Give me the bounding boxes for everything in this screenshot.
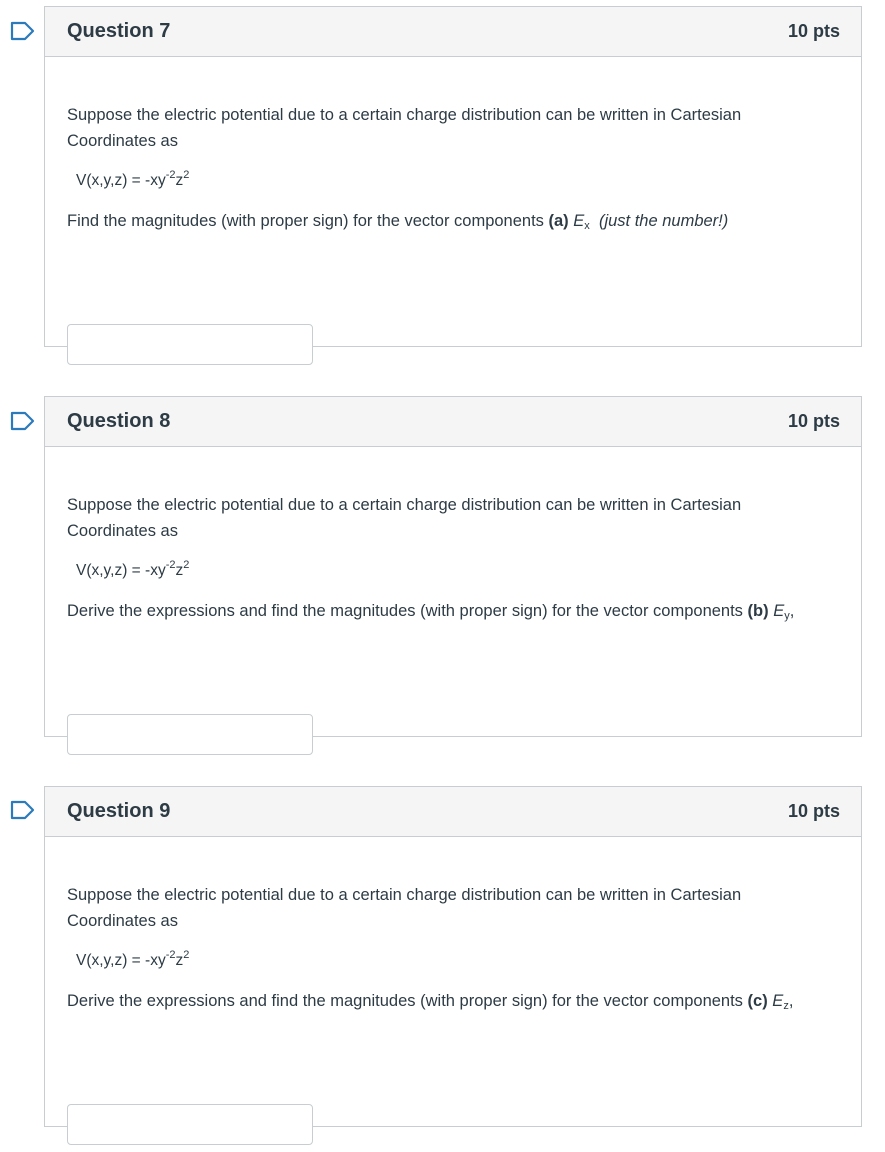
- prompt-vector-subscript: y: [784, 610, 790, 622]
- prompt-text: Derive the expressions and find the magnitudes (with proper sign) for the vector components: [67, 602, 748, 620]
- prompt-part-label: (c): [747, 992, 768, 1010]
- formula-lhs: V(x,y,z) = -xy: [76, 562, 166, 579]
- formula-variable: z: [175, 172, 184, 189]
- formula-exponent: -2: [165, 949, 176, 961]
- potential-formula: [76, 948, 189, 974]
- formula-exponent: 2: [183, 559, 190, 571]
- question-intro: Suppose the electric potential due to a certain charge distribution can be written in Cartesian Coordinates as: [67, 106, 742, 150]
- formula-exponent: -2: [165, 559, 176, 571]
- question-title: Question 7: [67, 20, 171, 42]
- prompt-vector-symbol: E: [773, 602, 785, 620]
- question-prompt: [67, 988, 793, 1014]
- question-points: 10 pts: [787, 801, 840, 821]
- prompt-vector-subscript: z: [783, 1000, 789, 1012]
- prompt-part-label: (b): [747, 602, 769, 620]
- question-intro: Suppose the electric potential due to a certain charge distribution can be written in Cartesian Coordinates as: [67, 496, 742, 540]
- question-intro: Suppose the electric potential due to a certain charge distribution can be written in Cartesian Coordinates as: [67, 886, 742, 930]
- question-card: [44, 786, 862, 1127]
- question-header: [45, 787, 861, 837]
- flag-question-icon[interactable]: [10, 21, 36, 41]
- question-title: Question 9: [67, 800, 171, 822]
- question-header: [45, 397, 861, 447]
- prompt-tail: ,: [789, 602, 795, 620]
- prompt-vector-symbol: E: [573, 212, 585, 230]
- question-title: Question 8: [67, 410, 171, 432]
- prompt-tail: ,: [788, 992, 794, 1010]
- answer-input[interactable]: [67, 1104, 313, 1145]
- formula-exponent: 2: [183, 169, 190, 181]
- prompt-vector-symbol: E: [772, 992, 784, 1010]
- prompt-vector-subscript: x: [584, 220, 590, 232]
- potential-formula: [76, 168, 189, 194]
- question-card: [44, 396, 862, 737]
- prompt-part-label: (a): [548, 212, 569, 230]
- question-prompt: [67, 208, 728, 234]
- prompt-text: Derive the expressions and find the magnitudes (with proper sign) for the vector components: [67, 992, 748, 1010]
- prompt-note: (just the number!): [598, 212, 729, 230]
- answer-input[interactable]: [67, 324, 313, 365]
- potential-formula: [76, 558, 189, 584]
- formula-lhs: V(x,y,z) = -xy: [76, 952, 166, 969]
- question-prompt: [67, 598, 794, 624]
- formula-variable: z: [175, 952, 184, 969]
- formula-variable: z: [175, 562, 184, 579]
- flag-question-icon[interactable]: [10, 800, 36, 820]
- question-card: [44, 6, 862, 347]
- formula-lhs: V(x,y,z) = -xy: [76, 172, 166, 189]
- question-points: 10 pts: [787, 411, 840, 431]
- question-points: 10 pts: [787, 21, 840, 41]
- formula-exponent: -2: [165, 169, 176, 181]
- flag-question-icon[interactable]: [10, 411, 36, 431]
- formula-exponent: 2: [183, 949, 190, 961]
- answer-input[interactable]: [67, 714, 313, 755]
- question-header: [45, 7, 861, 57]
- prompt-text: Find the magnitudes (with proper sign) for the vector components: [67, 212, 549, 230]
